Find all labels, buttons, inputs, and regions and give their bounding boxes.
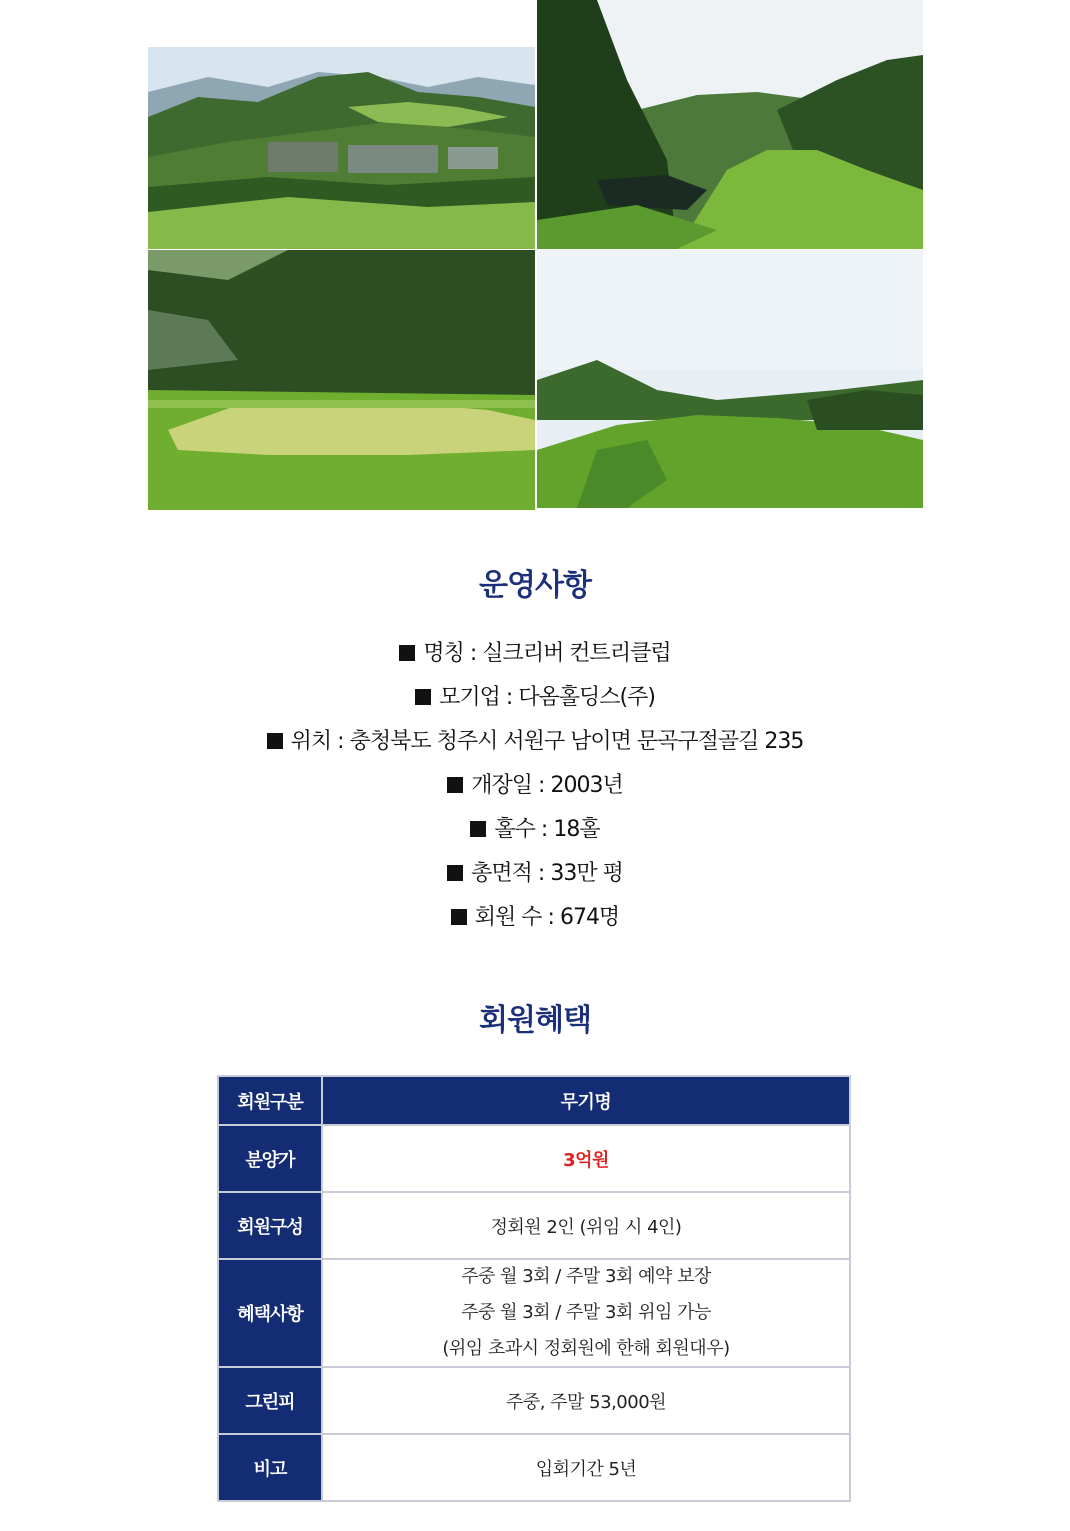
row-value <box>323 1126 849 1191</box>
row-value: 입회기간 5년 <box>535 1458 637 1480</box>
row-label: 분양가 <box>219 1126 323 1191</box>
table-row-green-fee <box>219 1368 849 1435</box>
row-label: 혜택사항 <box>219 1260 323 1366</box>
row-value: 무기명 <box>323 1077 849 1124</box>
table-row-composition <box>219 1193 849 1260</box>
square-bullet-icon <box>399 645 415 661</box>
square-bullet-icon <box>447 777 463 793</box>
row-value: 주중, 주말 53,000원 <box>505 1391 667 1413</box>
benefits-table <box>217 1075 851 1502</box>
benefits-section-title: 회원혜택 <box>479 1003 591 1038</box>
info-item-total-area: 총면적 : 33만 평 <box>0 852 1070 896</box>
row-value: 주중 월 3회 / 주말 3회 예약 보장 주중 월 3회 / 주말 3회 위임 가능 (위임 초과시 정회원에 한해 회원대우) <box>442 1266 730 1359</box>
table-row-remarks <box>219 1435 849 1500</box>
fairway-pond-photo <box>537 0 923 249</box>
info-item-parent-company: 모기업 : 다옴홀딩스(주) <box>0 676 1070 720</box>
putting-green-photo <box>148 250 535 510</box>
row-label: 회원구성 <box>219 1193 323 1258</box>
row-label: 회원구분 <box>219 1077 323 1124</box>
square-bullet-icon <box>451 909 467 925</box>
table-row-benefits <box>219 1260 849 1368</box>
square-bullet-icon <box>267 733 283 749</box>
info-item-location: 위치 : 충청북도 청주시 서원구 남이면 문곡구절골길 235 <box>0 720 1070 764</box>
info-item-opening-year: 개장일 : 2003년 <box>0 764 1070 808</box>
operation-info-list <box>0 632 1070 940</box>
square-bullet-icon <box>470 821 486 837</box>
info-item-name: 명칭 : 실크리버 컨트리클럽 <box>0 632 1070 676</box>
row-label: 그린피 <box>219 1368 323 1433</box>
row-label: 비고 <box>219 1435 323 1500</box>
info-item-holes: 홀수 : 18홀 <box>0 808 1070 852</box>
row-value: 정회원 2인 (위임 시 4인) <box>490 1216 682 1238</box>
clubhouse-aerial-photo <box>148 47 535 249</box>
golf-course-photo-grid <box>148 0 923 510</box>
price-value: 3억원 <box>563 1149 609 1171</box>
fairway-pine-trees-photo <box>537 250 923 508</box>
operation-section-title: 운영사항 <box>479 568 591 603</box>
table-row-price <box>219 1126 849 1193</box>
square-bullet-icon <box>447 865 463 881</box>
info-item-members: 회원 수 : 674명 <box>0 896 1070 940</box>
square-bullet-icon <box>415 689 431 705</box>
table-row-membership-type <box>219 1077 849 1126</box>
